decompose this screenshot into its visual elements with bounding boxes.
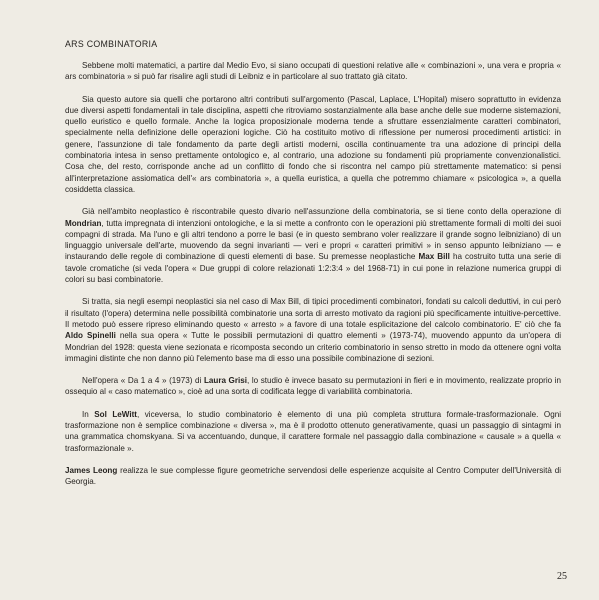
paragraph-text: In [82, 409, 95, 419]
paragraph-text: Si tratta, sia negli esempi neoplastici sia nel caso di Max Bill, di tipici procedimenti combinatori, fondati su calcoli deduttivi, in cui però il risultato (l'opera) determina nelle possibilità combinatorie una sorta di arresto motivato da ragioni più specificamente intuitive-percettive. Il metodo può essere ripreso eliminando questo « arresto » a favore di una totale esplicitazione del calcolo combinatorio. E' ciò che fa [65, 297, 561, 329]
paragraph-spinelli [65, 296, 561, 364]
paragraph-text: , viceversa, lo studio combinatorio è elemento di una più completa struttura formale-trasformazionale. Ogni trasformazione non è semplice combinazione « diversa », ma è il prodotto ottenuto generativamente, quasi un passaggio di sintagmi in una grammatica chomskyana. Si va accentuando, dunque, il carattere formale nel passaggio dalla combinazione « causale » a quella « trasformazionale ». [65, 409, 561, 453]
page-number: 25 [557, 571, 567, 582]
paragraph-leibniz: Sia questo autore sia quelli che portarono altri contributi sull'argomento (Pascal, Laplace, L'Hopital) misero soprattutto in evidenza due diversi aspetti fondamentali in tale disciplina, aspetti che ritroviamo sostanzialmente alla base anche delle sue moderne sistemazioni, quello euristico e quello formale. Anche la logica proposizionale moderna tende a sfruttare essenzialmente caratteri combinatori, specialmente nella definizione delle operazioni logiche. Ciò ha costituito motivo di riflessione per numerosi procedimenti artistici: in genere, l'assunzione di tale fondamento da parte degli artisti moderni, oscilla continuamente tra una adozione di principi della combinatoria intesa in senso prettamente ontologico e, al contrario, una adozione su fondamenti più propriamente convenzionalistici. Cosa che, del resto, corrisponde anche ad un conflitto di fondo che si riscontra nel campo più strettamente matematico: si pensi all'interpretazione assiomatica dell'« ars combinatoria », a quella euristica, a quella che potremmo chiamare « psicologica », a quella cosiddetta classica. [65, 94, 561, 194]
artist-name-max-bill: Max Bill [418, 252, 450, 262]
paragraph-text: , lo studio è invece basato su permutazioni in fieri e in movimento, realizzate proprio in ossequio al « caso matematico », cioè ad una sorta di codificata legge di variabilità combinatoria. [65, 376, 561, 397]
artist-name-spinelli: Aldo Spinelli [65, 331, 116, 341]
artist-name-mondrian: Mondrian [65, 218, 102, 228]
paragraph-text: realizza le sue complesse figure geometriche servendosi delle esperienze acquisite al Centro Computer dell'Università di Georgia. [65, 465, 561, 487]
paragraph-text: Nell'opera « Da 1 a 4 » (1973) di [82, 376, 204, 386]
paragraph-text: ha costruito tutta una serie di tavole cromatiche (si veda l'opera « Due gruppi di colore relazionati 1:2:3:4 » del 1968-71) in cui pone in relazione numerica gruppi di colori su basi combinatorie. [65, 252, 561, 285]
paragraph-text: Già nell'ambito neoplastico è riscontrabile questo divario nell'assunzione della combinatoria, se si tiene conto della operazione di [82, 207, 561, 217]
page-title: ARS COMBINATORIA [65, 39, 158, 49]
artist-name-lewitt: Sol LeWitt [94, 409, 137, 419]
paragraph-text: nella sua opera « Tutte le possibili permutazioni di quattro elementi » (1973-74), muovendo appunto da un'opera di Mondrian del 1928: questa viene sezionata e ricomposta secondo un criterio combinatorio in senso stretto in modo da ottenere ogni volta immagini distinte che non danno più l'elemento base ma di esso una possibile combinazione di sezioni. [65, 331, 561, 363]
artist-name-leong: James Leong [65, 465, 118, 475]
paragraph-grisi [65, 375, 561, 398]
paragraph-text: , tutta impregnata di intenzioni ontologiche, e la si mette a confronto con le operazioni più strettamente formali di molti dei suoi compagni di strada. Ma l'uno e gli altri tendono a porre le basi (e in questo sembrano voler realizzare il grande sogno leibniziano) di un linguaggio universale dell'arte, muovendo da segni invarianti — veri e propri « caratteri primitivi » in senso appunto leibniziano — e instaurando delle regole di combinazione di questi elementi di base. Su premesse neoplastiche [65, 218, 561, 262]
paragraph-leong [65, 465, 561, 488]
paragraph-intro: Sebbene molti matematici, a partire dal Medio Evo, si siano occupati di questioni relative alle « combinazioni », una vera e propria « ars combinatoria » si può far risalire agli studi di Leibniz e in particolare al suo trattato già citato. [65, 61, 561, 82]
paragraph-neoplastic [65, 206, 561, 285]
artist-name-grisi: Laura Grisi [203, 376, 247, 386]
paragraph-lewitt [65, 409, 561, 454]
